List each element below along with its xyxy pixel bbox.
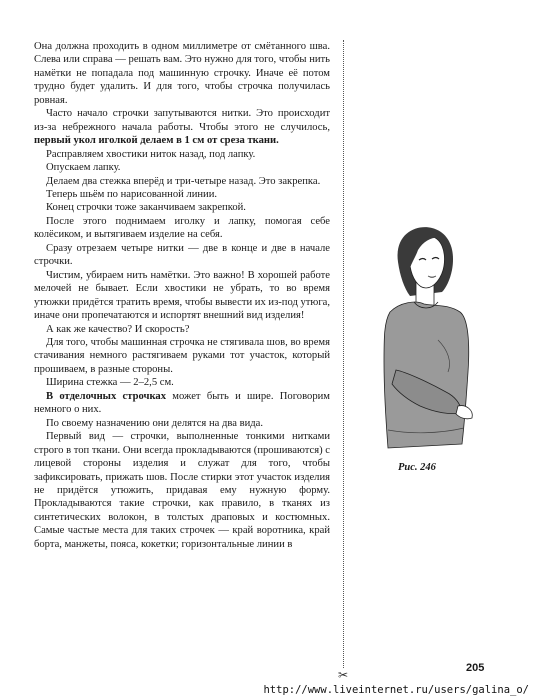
paragraph: Расправляем хвостики ниток назад, под лапку.: [46, 148, 256, 160]
paragraph: Конец строчки тоже заканчиваем закрепкой.: [46, 202, 246, 214]
paragraph: [34, 107, 330, 147]
watermark-url[interactable]: http://www.liveinternet.ru/users/galina_o/: [263, 684, 529, 696]
paragraph: Она должна проходить в одном миллиметре от смётанного шва. Слева или справа — решать вам. Это нужно для того, чтобы нить намётки не попадала под машинную строчку. Иначе её потом трудно будет удалить. И для того, чтобы строчка получилась ровная.: [34, 41, 330, 106]
page-number: 205: [466, 662, 485, 674]
paragraph: По своему назначению они делятся на два вида.: [46, 417, 263, 429]
figure-caption: Рис. 246: [398, 462, 436, 473]
body-text: [34, 40, 330, 551]
paragraph: Сразу отрезаем четыре нитки — две в конце и две в начале строчки.: [34, 242, 330, 268]
bold-phrase: первый укол иголкой делаем в 1 см от среза ткани.: [34, 135, 279, 147]
paragraph: Для того, чтобы машинная строчка не стягивала шов, во время стачивания немного растягиваем руками тот участок, который прошиваем, в разные стороны.: [34, 336, 330, 375]
paragraph: Опускаем лапку.: [46, 162, 121, 174]
scissors-icon: ✂: [337, 668, 349, 682]
paragraph: Чистим, убираем нить намётки. Это важно! В хорошей работе мелочей не бывает. Если хвостики не убрать, то во время утюжки придётся тратить время, чтобы вывести их из-под утюга, иначе они пропечатаются и испортят внешний вид изделия!: [34, 269, 331, 322]
paragraph: Первый вид — строчки, выполненные тонкими нитками строго в топ ткани. Они всегда прокладываются (прошиваются) с лицевой стороны изделия и служат для того, чтобы зафиксировать, прижать шов. После стирки этот участок изделия не придётся утюжить, придавая ему нужную форму. Прокладываются такие строчки, как правило, в тканях из синтетических волокон, в толстых драповых и костюмных. Самые частые места для таких строчек — край воротника, край борта, манжеты, пояса, кокетки; горизонтальные линии в: [34, 431, 330, 550]
figure-illustration: [376, 222, 480, 462]
paragraph-text: может быть и шире. Поговорим немного о них.: [34, 390, 331, 416]
paragraph: [34, 390, 330, 417]
bold-phrase: В отделочных строчках: [46, 390, 166, 402]
margin-divider: [343, 40, 344, 668]
paragraph: Ширина стежка — 2–2,5 см.: [46, 377, 174, 389]
paragraph: Делаем два стежка вперёд и три-четыре назад. Это закрепка.: [46, 175, 321, 187]
paragraph: А как же качество? И скорость?: [46, 323, 190, 335]
paragraph: Теперь шьём по нарисованной линии.: [46, 188, 218, 200]
paragraph: После этого поднимаем иголку и лапку, помогая себе колёсиком, и вытягиваем изделие на себя.: [34, 215, 330, 241]
paragraph-text: Часто начало строчки запутываются нитки. Это происходит из-за небрежного начала работы. Чтобы этого не случилось,: [34, 108, 330, 133]
